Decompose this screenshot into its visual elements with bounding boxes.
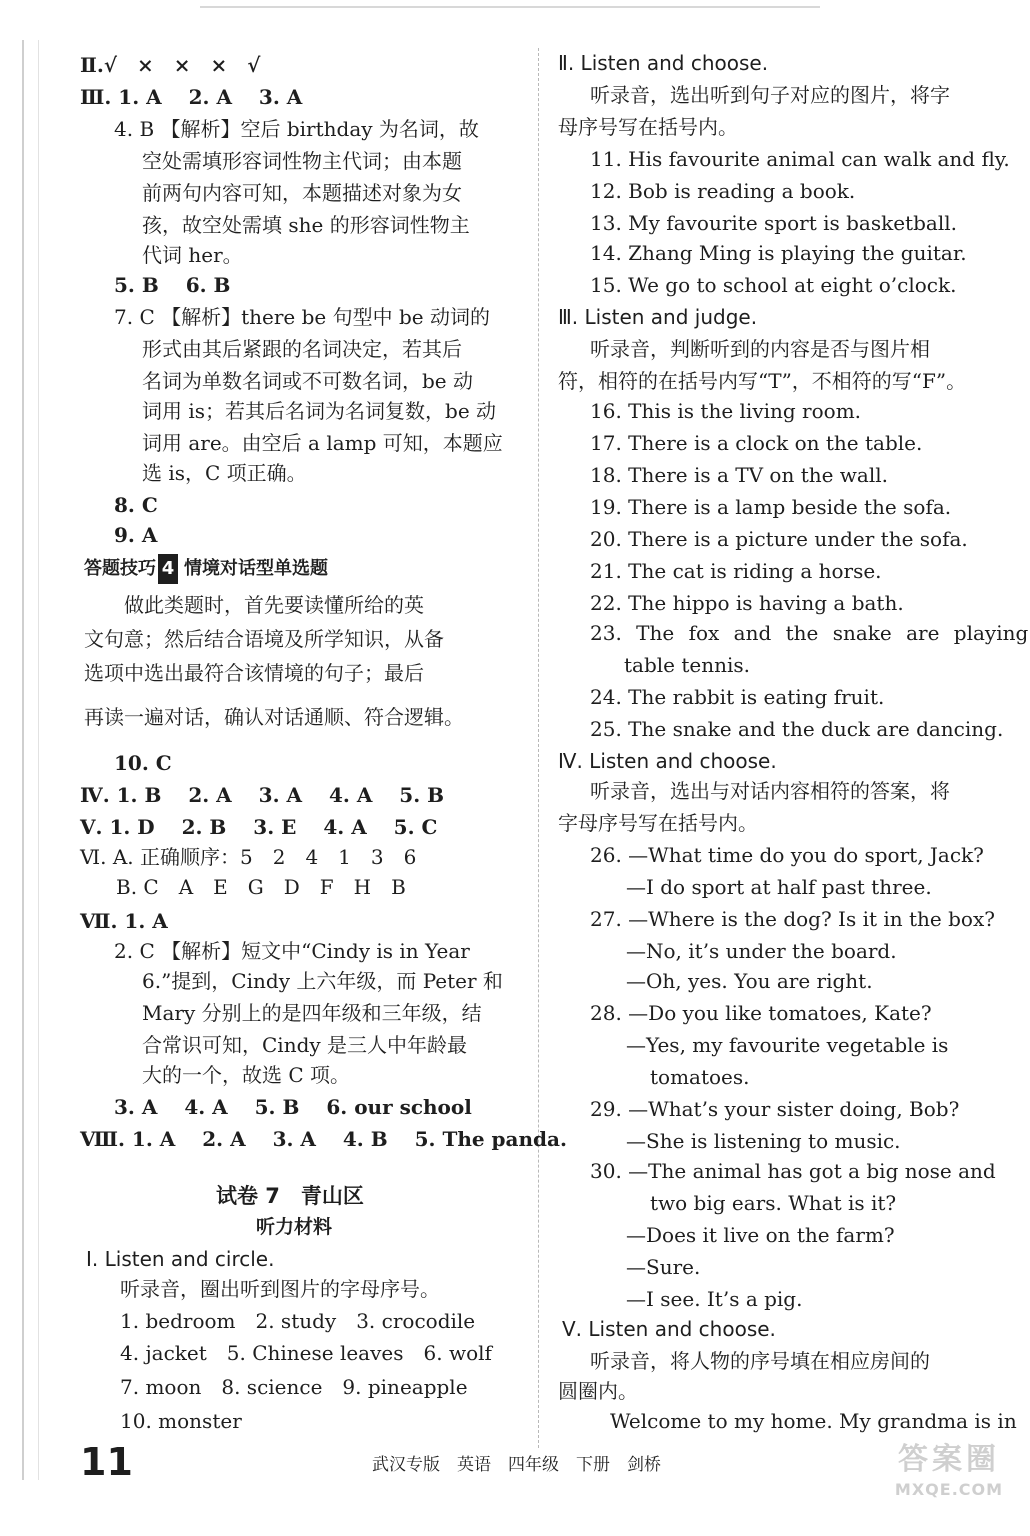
- answer-line: 10. C: [114, 751, 172, 775]
- listening-sentence: 16. This is the living room.: [590, 399, 862, 423]
- explanation-line: 形式由其后紧跟的名词决定，若其后: [142, 337, 462, 361]
- answer-line: 3. A 4. A 5. B 6. our school: [114, 1095, 472, 1119]
- answer-line: 4. B 【解析】空后 birthday 为名词，故: [114, 117, 479, 141]
- explanation-line: 大的一个，故选 C 项。: [142, 1063, 351, 1087]
- dialogue-line: 28. —Do you like tomatoes, Kate?: [590, 1001, 932, 1025]
- answer-line: Ⅱ.√ × × × √: [80, 53, 261, 77]
- listening-sentence: 14. Zhang Ming is playing the guitar.: [590, 241, 967, 265]
- page-number: 11: [80, 1440, 133, 1484]
- explanation-line: 空处需填形容词性物主代词；由本题: [142, 149, 462, 173]
- instruction-line: 听录音，选出听到句子对应的图片，将字: [590, 83, 950, 107]
- explanation-line: 6.”提到，Cindy 上六年级，而 Peter 和: [142, 969, 503, 993]
- listening-sentence: 19. There is a lamp beside the sofa.: [590, 495, 952, 519]
- section-heading: Ⅳ. Listen and choose.: [558, 749, 777, 773]
- explanation-line: 词用 are。由空后 a lamp 可知，本题应: [142, 431, 503, 455]
- instruction-line: 符，相符的在括号内写“T”，不相符的写“F”。: [558, 369, 967, 393]
- instruction-line: 听录音，将人物的序号填在相应房间的: [590, 1349, 930, 1373]
- paper-subtitle: 听力材料: [256, 1216, 333, 1238]
- word-list-line: 4. jacket 5. Chinese leaves 6. wolf: [120, 1341, 492, 1365]
- answer-line: 7. C 【解析】there be 句型中 be 动词的: [114, 305, 490, 329]
- dialogue-line: 27. —Where is the dog? Is it in the box?: [590, 907, 995, 931]
- listening-sentence: 13. My favourite sport is basketball.: [590, 211, 957, 235]
- passage-line: Welcome to my home. My grandma is in: [610, 1409, 1017, 1433]
- answer-line: 5. B 6. B: [114, 273, 231, 297]
- dialogue-line: —Yes, my favourite vegetable is: [626, 1033, 949, 1057]
- section-heading: Ⅰ. Listen and circle.: [86, 1247, 275, 1271]
- dialogue-line: —I do sport at half past three.: [626, 875, 932, 899]
- tip-text-line: 再读一遍对话，确认对话通顺、符合逻辑。: [84, 705, 464, 729]
- listening-sentence: 20. There is a picture under the sofa.: [590, 527, 968, 551]
- dialogue-line: 29. —What’s your sister doing, Bob?: [590, 1097, 960, 1121]
- instruction-line: 听录音，圈出听到图片的字母序号。: [120, 1277, 440, 1301]
- answer-line: Ⅶ. 1. A: [80, 909, 168, 933]
- listening-sentence: 15. We go to school at eight o’clock.: [590, 273, 957, 297]
- tip-text-line: 做此类题时，首先要读懂所给的英: [124, 593, 424, 617]
- dialogue-line: tomatoes.: [650, 1065, 750, 1089]
- listening-sentence: 11. His favourite animal can walk and fly.: [590, 147, 1010, 171]
- instruction-line: 字母序号写在括号内。: [558, 811, 758, 835]
- answer-line: 9. A: [114, 523, 158, 547]
- explanation-line: 合常识可知，Cindy 是三人中年龄最: [142, 1033, 468, 1057]
- listening-sentence: 25. The snake and the duck are dancing.: [590, 717, 1004, 741]
- explanation-line: 前两句内容可知，本题描述对象为女: [142, 181, 462, 205]
- answer-line: Ⅴ. 1. D 2. B 3. E 4. A 5. C: [80, 815, 438, 839]
- top-rule: [200, 6, 820, 8]
- tip-label: 答题技巧: [84, 558, 156, 579]
- answer-line: B. C A E G D F H B: [116, 875, 406, 899]
- explanation-line: 代词 her。: [142, 243, 243, 267]
- instruction-line: 母序号写在括号内。: [558, 115, 738, 139]
- tip-text-line: 文句意；然后结合语境及所学知识，从备: [84, 627, 444, 651]
- paper-title: 试卷 7 青山区: [216, 1184, 364, 1208]
- explanation-line: 名词为单数名词或不可数名词，be 动: [142, 369, 473, 393]
- answer-line: Ⅳ. 1. B 2. A 3. A 4. A 5. B: [80, 783, 445, 807]
- explanation-line: 孩，故空处需填 she 的形容词性物主: [142, 213, 470, 237]
- dialogue-line: 30. —The animal has got a big nose and: [590, 1159, 996, 1183]
- answer-line: 2. C 【解析】短文中“Cindy is in Year: [114, 939, 470, 963]
- section-heading: Ⅴ. Listen and choose.: [562, 1317, 776, 1341]
- listening-sentence: 12. Bob is reading a book.: [590, 179, 856, 203]
- column-divider: [538, 48, 539, 1448]
- dialogue-line: —Does it live on the farm?: [626, 1223, 895, 1247]
- listening-sentence: 23. The fox and the snake are playing: [590, 621, 1029, 645]
- listening-sentence: 21. The cat is riding a horse.: [590, 559, 882, 583]
- instruction-line: 圆圈内。: [558, 1379, 638, 1403]
- decorative-left-border: [22, 40, 39, 1480]
- tip-text-line: 选项中选出最符合该情境的句子；最后: [84, 661, 424, 685]
- dialogue-line: —Oh, yes. You are right.: [626, 969, 873, 993]
- tip-number-badge: 4: [158, 554, 178, 584]
- section-heading: Ⅲ. Listen and judge.: [558, 305, 758, 329]
- listening-sentence: 22. The hippo is having a bath.: [590, 591, 904, 615]
- dialogue-line: —I see. It’s a pig.: [626, 1287, 803, 1311]
- word-list-line: 10. monster: [120, 1409, 242, 1433]
- answer-line: 8. C: [114, 493, 158, 517]
- section-heading: Ⅱ. Listen and choose.: [558, 51, 769, 75]
- instruction-line: 听录音，判断听到的内容是否与图片相: [590, 337, 930, 361]
- instruction-line: 听录音，选出与对话内容相符的答案，将: [590, 779, 950, 803]
- dialogue-line: 26. —What time do you do sport, Jack?: [590, 843, 984, 867]
- answer-line: Ⅷ. 1. A 2. A 3. A 4. B 5. The panda.: [80, 1127, 567, 1151]
- dialogue-line: —Sure.: [626, 1255, 701, 1279]
- dialogue-line: —She is listening to music.: [626, 1129, 901, 1153]
- answer-line: Ⅲ. 1. A 2. A 3. A: [80, 85, 303, 109]
- watermark-logo: [890, 1440, 1008, 1518]
- listening-sentence: 24. The rabbit is eating fruit.: [590, 685, 885, 709]
- tip-title: 情境对话型单选题: [184, 558, 328, 579]
- footer-book-info: 武汉专版 英语 四年级 下册 剑桥: [372, 1455, 661, 1475]
- watermark-url: MXQE.COM: [894, 1480, 1004, 1499]
- listening-sentence: 17. There is a clock on the table.: [590, 431, 923, 455]
- listening-sentence: table tennis.: [624, 653, 751, 677]
- answer-line: Ⅵ. A. 正确顺序：5 2 4 1 3 6: [80, 845, 417, 869]
- explanation-line: 词用 is；若其后名词为名词复数，be 动: [142, 399, 497, 423]
- listening-sentence: 18. There is a TV on the wall.: [590, 463, 888, 487]
- dialogue-line: two big ears. What is it?: [650, 1191, 897, 1215]
- tip-heading: [84, 554, 328, 584]
- dialogue-line: —No, it’s under the board.: [626, 939, 897, 963]
- watermark-logo-text: 答案圈: [898, 1442, 1000, 1477]
- word-list-line: 1. bedroom 2. study 3. crocodile: [120, 1309, 476, 1333]
- explanation-line: 选 is，C 项正确。: [142, 461, 307, 485]
- word-list-line: 7. moon 8. science 9. pineapple: [120, 1375, 468, 1399]
- explanation-line: Mary 分别上的是四年级和三年级，结: [142, 1001, 482, 1025]
